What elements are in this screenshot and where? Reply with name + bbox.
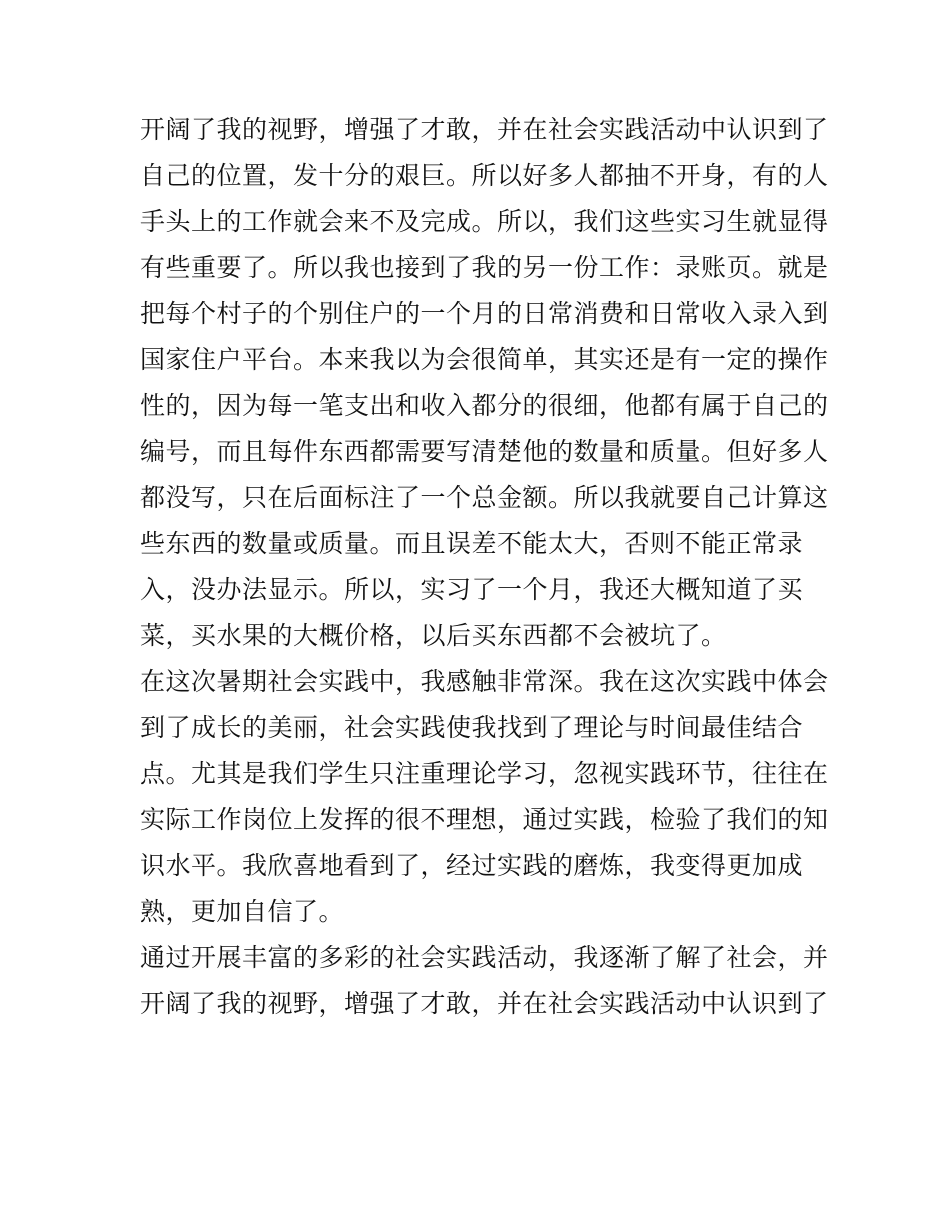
text-line-13: 在这次暑期社会实践中，我感触非常深。我在这次实践中体会 bbox=[140, 667, 829, 696]
text-line-18: 熟，更加自信了。 bbox=[140, 897, 345, 926]
document-body bbox=[140, 107, 829, 1027]
text-line-8: 编号，而且每件东西都需要写清楚他的数量和质量。但好多人 bbox=[140, 437, 829, 466]
text-line-5: 把每个村子的个别住户的一个月的日常消费和日常收入录入到 bbox=[140, 299, 829, 328]
text-line-15: 点。尤其是我们学生只注重理论学习，忽视实践环节，往往在 bbox=[140, 759, 829, 788]
text-line-14: 到了成长的美丽，社会实践使我找到了理论与时间最佳结合 bbox=[140, 713, 804, 742]
text-line-3: 手头上的工作就会来不及完成。所以，我们这些实习生就显得 bbox=[140, 207, 829, 236]
text-line-16: 实际工作岗位上发挥的很不理想，通过实践，检验了我们的知 bbox=[140, 805, 829, 834]
text-line-9: 都没写，只在后面标注了一个总金额。所以我就要自己计算这 bbox=[140, 483, 829, 512]
text-line-2: 自己的位置，发十分的艰巨。所以好多人都抽不开身，有的人 bbox=[140, 161, 829, 190]
text-line-1: 开阔了我的视野，增强了才敢，并在社会实践活动中认识到了 bbox=[140, 115, 829, 144]
text-line-20: 开阔了我的视野，增强了才敢，并在社会实践活动中认识到了 bbox=[140, 989, 829, 1018]
text-line-17: 识水平。我欣喜地看到了，经过实践的磨炼，我变得更加成 bbox=[140, 851, 804, 880]
text-line-7: 性的，因为每一笔支出和收入都分的很细，他都有属于自己的 bbox=[140, 391, 829, 420]
text-line-4: 有些重要了。所以我也接到了我的另一份工作：录账页。就是 bbox=[140, 253, 829, 282]
text-line-19: 通过开展丰富的多彩的社会实践活动，我逐渐了解了社会，并 bbox=[140, 943, 829, 972]
text-line-10: 些东西的数量或质量。而且误差不能太大，否则不能正常录 bbox=[140, 529, 804, 558]
text-line-12: 菜，买水果的大概价格，以后买东西都不会被坑了。 bbox=[140, 621, 727, 650]
text-line-6: 国家住户平台。本来我以为会很简单，其实还是有一定的操作 bbox=[140, 345, 829, 374]
text-line-11: 入，没办法显示。所以，实习了一个月，我还大概知道了买 bbox=[140, 575, 804, 604]
